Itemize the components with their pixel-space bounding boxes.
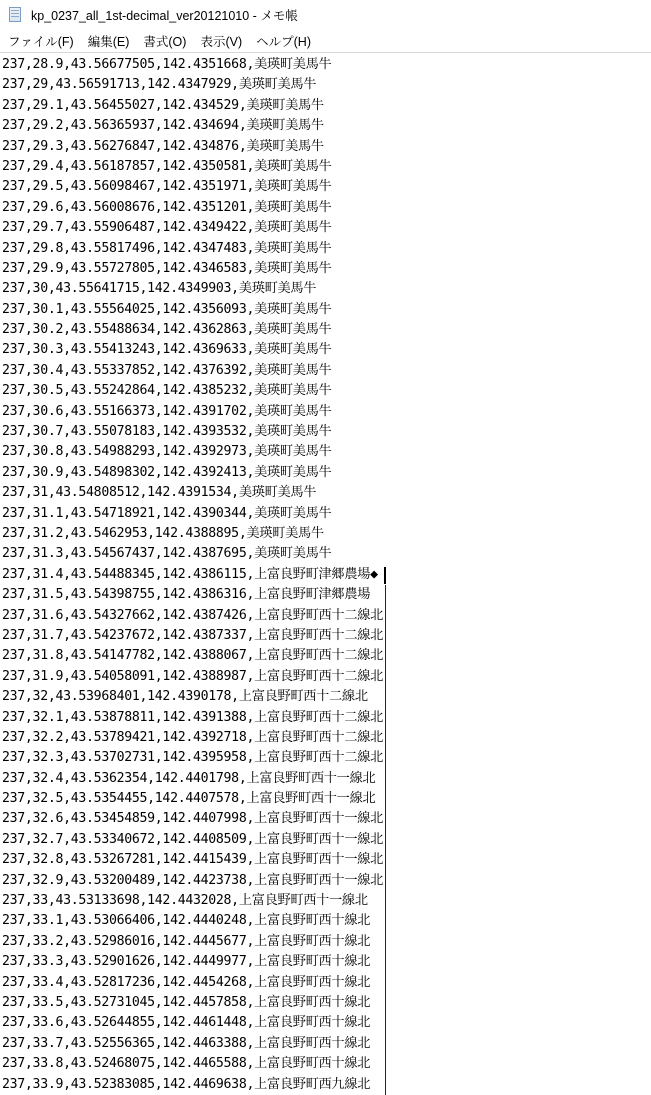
menu-bar	[0, 30, 651, 53]
text-line: 237,31.1,43.54718921,142.4390344,美瑛町美馬牛	[2, 505, 332, 521]
text-line: 237,30.9,43.54898302,142.4392413,美瑛町美馬牛	[2, 464, 332, 480]
title-bar[interactable]	[0, 0, 651, 30]
text-line: 237,33.1,43.53066406,142.4440248,上富良野町西十線北	[2, 913, 371, 929]
text-line: 237,32.4,43.5362354,142.4401798,上富良野町西十一線北	[2, 770, 376, 786]
text-line: 237,30.4,43.55337852,142.4376392,美瑛町美馬牛	[2, 362, 332, 378]
text-content[interactable]	[0, 53, 383, 1095]
text-editor-area[interactable]	[0, 53, 651, 1092]
text-line: 237,33.6,43.52644855,142.4461448,上富良野町西十線北	[2, 1015, 371, 1031]
column-edge-rule	[385, 585, 386, 1095]
text-line: 237,31.8,43.54147782,142.4388067,上富良野町西十二線北	[2, 648, 383, 664]
text-line: 237,31.5,43.54398755,142.4386316,上富良野町津郷農場	[2, 587, 371, 603]
text-line: 237,28.9,43.56677505,142.4351668,美瑛町美馬牛	[2, 57, 332, 72]
text-line: 237,32,43.53968401,142.4390178,上富良野町西十二線北	[2, 689, 368, 705]
text-line: 237,33.5,43.52731045,142.4457858,上富良野町西十線北	[2, 994, 371, 1010]
text-line: 237,29.5,43.56098467,142.4351971,美瑛町美馬牛	[2, 179, 332, 195]
text-line: 237,30.1,43.55564025,142.4356093,美瑛町美馬牛	[2, 301, 332, 317]
text-line: 237,30,43.55641715,142.4349903,美瑛町美馬牛	[2, 281, 317, 297]
text-line: 237,31.6,43.54327662,142.4387426,上富良野町西十二線北	[2, 607, 383, 623]
text-line: 237,30.2,43.55488634,142.4362863,美瑛町美馬牛	[2, 322, 332, 338]
text-line: 237,31.3,43.54567437,142.4387695,美瑛町美馬牛	[2, 546, 332, 562]
text-line: 237,30.7,43.55078183,142.4393532,美瑛町美馬牛	[2, 424, 332, 440]
text-line: 237,30.8,43.54988293,142.4392973,美瑛町美馬牛	[2, 444, 332, 460]
text-line: 237,30.3,43.55413243,142.4369633,美瑛町美馬牛	[2, 342, 332, 358]
text-line: 237,29.6,43.56008676,142.4351201,美瑛町美馬牛	[2, 199, 332, 215]
text-line: 237,32.8,43.53267281,142.4415439,上富良野町西十一線北	[2, 852, 383, 868]
menu-view[interactable]: 表示(V)	[200, 35, 243, 49]
text-line: 237,29.8,43.55817496,142.4347483,美瑛町美馬牛	[2, 240, 332, 256]
text-line: 237,31,43.54808512,142.4391534,美瑛町美馬牛	[2, 485, 317, 501]
text-line: 237,33,43.53133698,142.4432028,上富良野町西十一線北	[2, 893, 368, 909]
menu-format[interactable]: 書式(O)	[143, 35, 187, 49]
text-line: 237,29.9,43.55727805,142.4346583,美瑛町美馬牛	[2, 260, 332, 276]
text-line: 237,33.4,43.52817236,142.4454268,上富良野町西十線北	[2, 974, 371, 990]
text-line: 237,33.8,43.52468075,142.4465588,上富良野町西十線北	[2, 1056, 371, 1072]
text-line: 237,33.7,43.52556365,142.4463388,上富良野町西十線北	[2, 1035, 371, 1051]
text-line: 237,30.6,43.55166373,142.4391702,美瑛町美馬牛	[2, 403, 332, 419]
text-caret	[384, 567, 386, 584]
text-line: 237,29.1,43.56455027,142.434529,美瑛町美馬牛	[2, 97, 324, 113]
text-line: 237,32.9,43.53200489,142.4423738,上富良野町西十一線北	[2, 872, 383, 888]
text-line: 237,32.1,43.53878811,142.4391388,上富良野町西十二線北	[2, 709, 383, 725]
menu-help[interactable]: ヘルプ(H)	[256, 35, 311, 49]
text-line: 237,29.7,43.55906487,142.4349422,美瑛町美馬牛	[2, 220, 332, 236]
text-line: 237,31.4,43.54488345,142.4386115,上富良野町津郷農場◆	[2, 566, 378, 582]
window-title: kp_0237_all_1st-decimal_ver20121010 - メモ帳	[31, 9, 298, 23]
text-line: 237,31.9,43.54058091,142.4388987,上富良野町西十二線北	[2, 668, 383, 684]
text-line: 237,29.2,43.56365937,142.434694,美瑛町美馬牛	[2, 118, 324, 134]
text-line: 237,32.5,43.5354455,142.4407578,上富良野町西十一線北	[2, 791, 376, 807]
menu-file[interactable]: ファイル(F)	[8, 35, 74, 49]
text-line: 237,33.2,43.52986016,142.4445677,上富良野町西十線北	[2, 933, 371, 949]
text-line: 237,32.6,43.53454859,142.4407998,上富良野町西十一線北	[2, 811, 383, 827]
text-line: 237,31.2,43.5462953,142.4388895,美瑛町美馬牛	[2, 525, 324, 541]
text-line: 237,29.4,43.56187857,142.4350581,美瑛町美馬牛	[2, 158, 332, 174]
text-line: 237,32.2,43.53789421,142.4392718,上富良野町西十二線北	[2, 729, 383, 745]
text-line: 237,29,43.56591713,142.4347929,美瑛町美馬牛	[2, 77, 317, 93]
text-line: 237,32.7,43.53340672,142.4408509,上富良野町西十一線北	[2, 831, 383, 847]
text-line: 237,33.9,43.52383085,142.4469638,上富良野町西九線北	[2, 1076, 371, 1092]
notepad-icon	[8, 7, 24, 23]
text-line: 237,29.3,43.56276847,142.434876,美瑛町美馬牛	[2, 138, 324, 154]
text-line: 237,32.3,43.53702731,142.4395958,上富良野町西十二線北	[2, 750, 383, 766]
text-line: 237,30.5,43.55242864,142.4385232,美瑛町美馬牛	[2, 383, 332, 399]
text-line: 237,33.3,43.52901626,142.4449977,上富良野町西十線北	[2, 954, 371, 970]
text-line: 237,31.7,43.54237672,142.4387337,上富良野町西十二線北	[2, 627, 383, 643]
menu-edit[interactable]: 編集(E)	[87, 35, 130, 49]
